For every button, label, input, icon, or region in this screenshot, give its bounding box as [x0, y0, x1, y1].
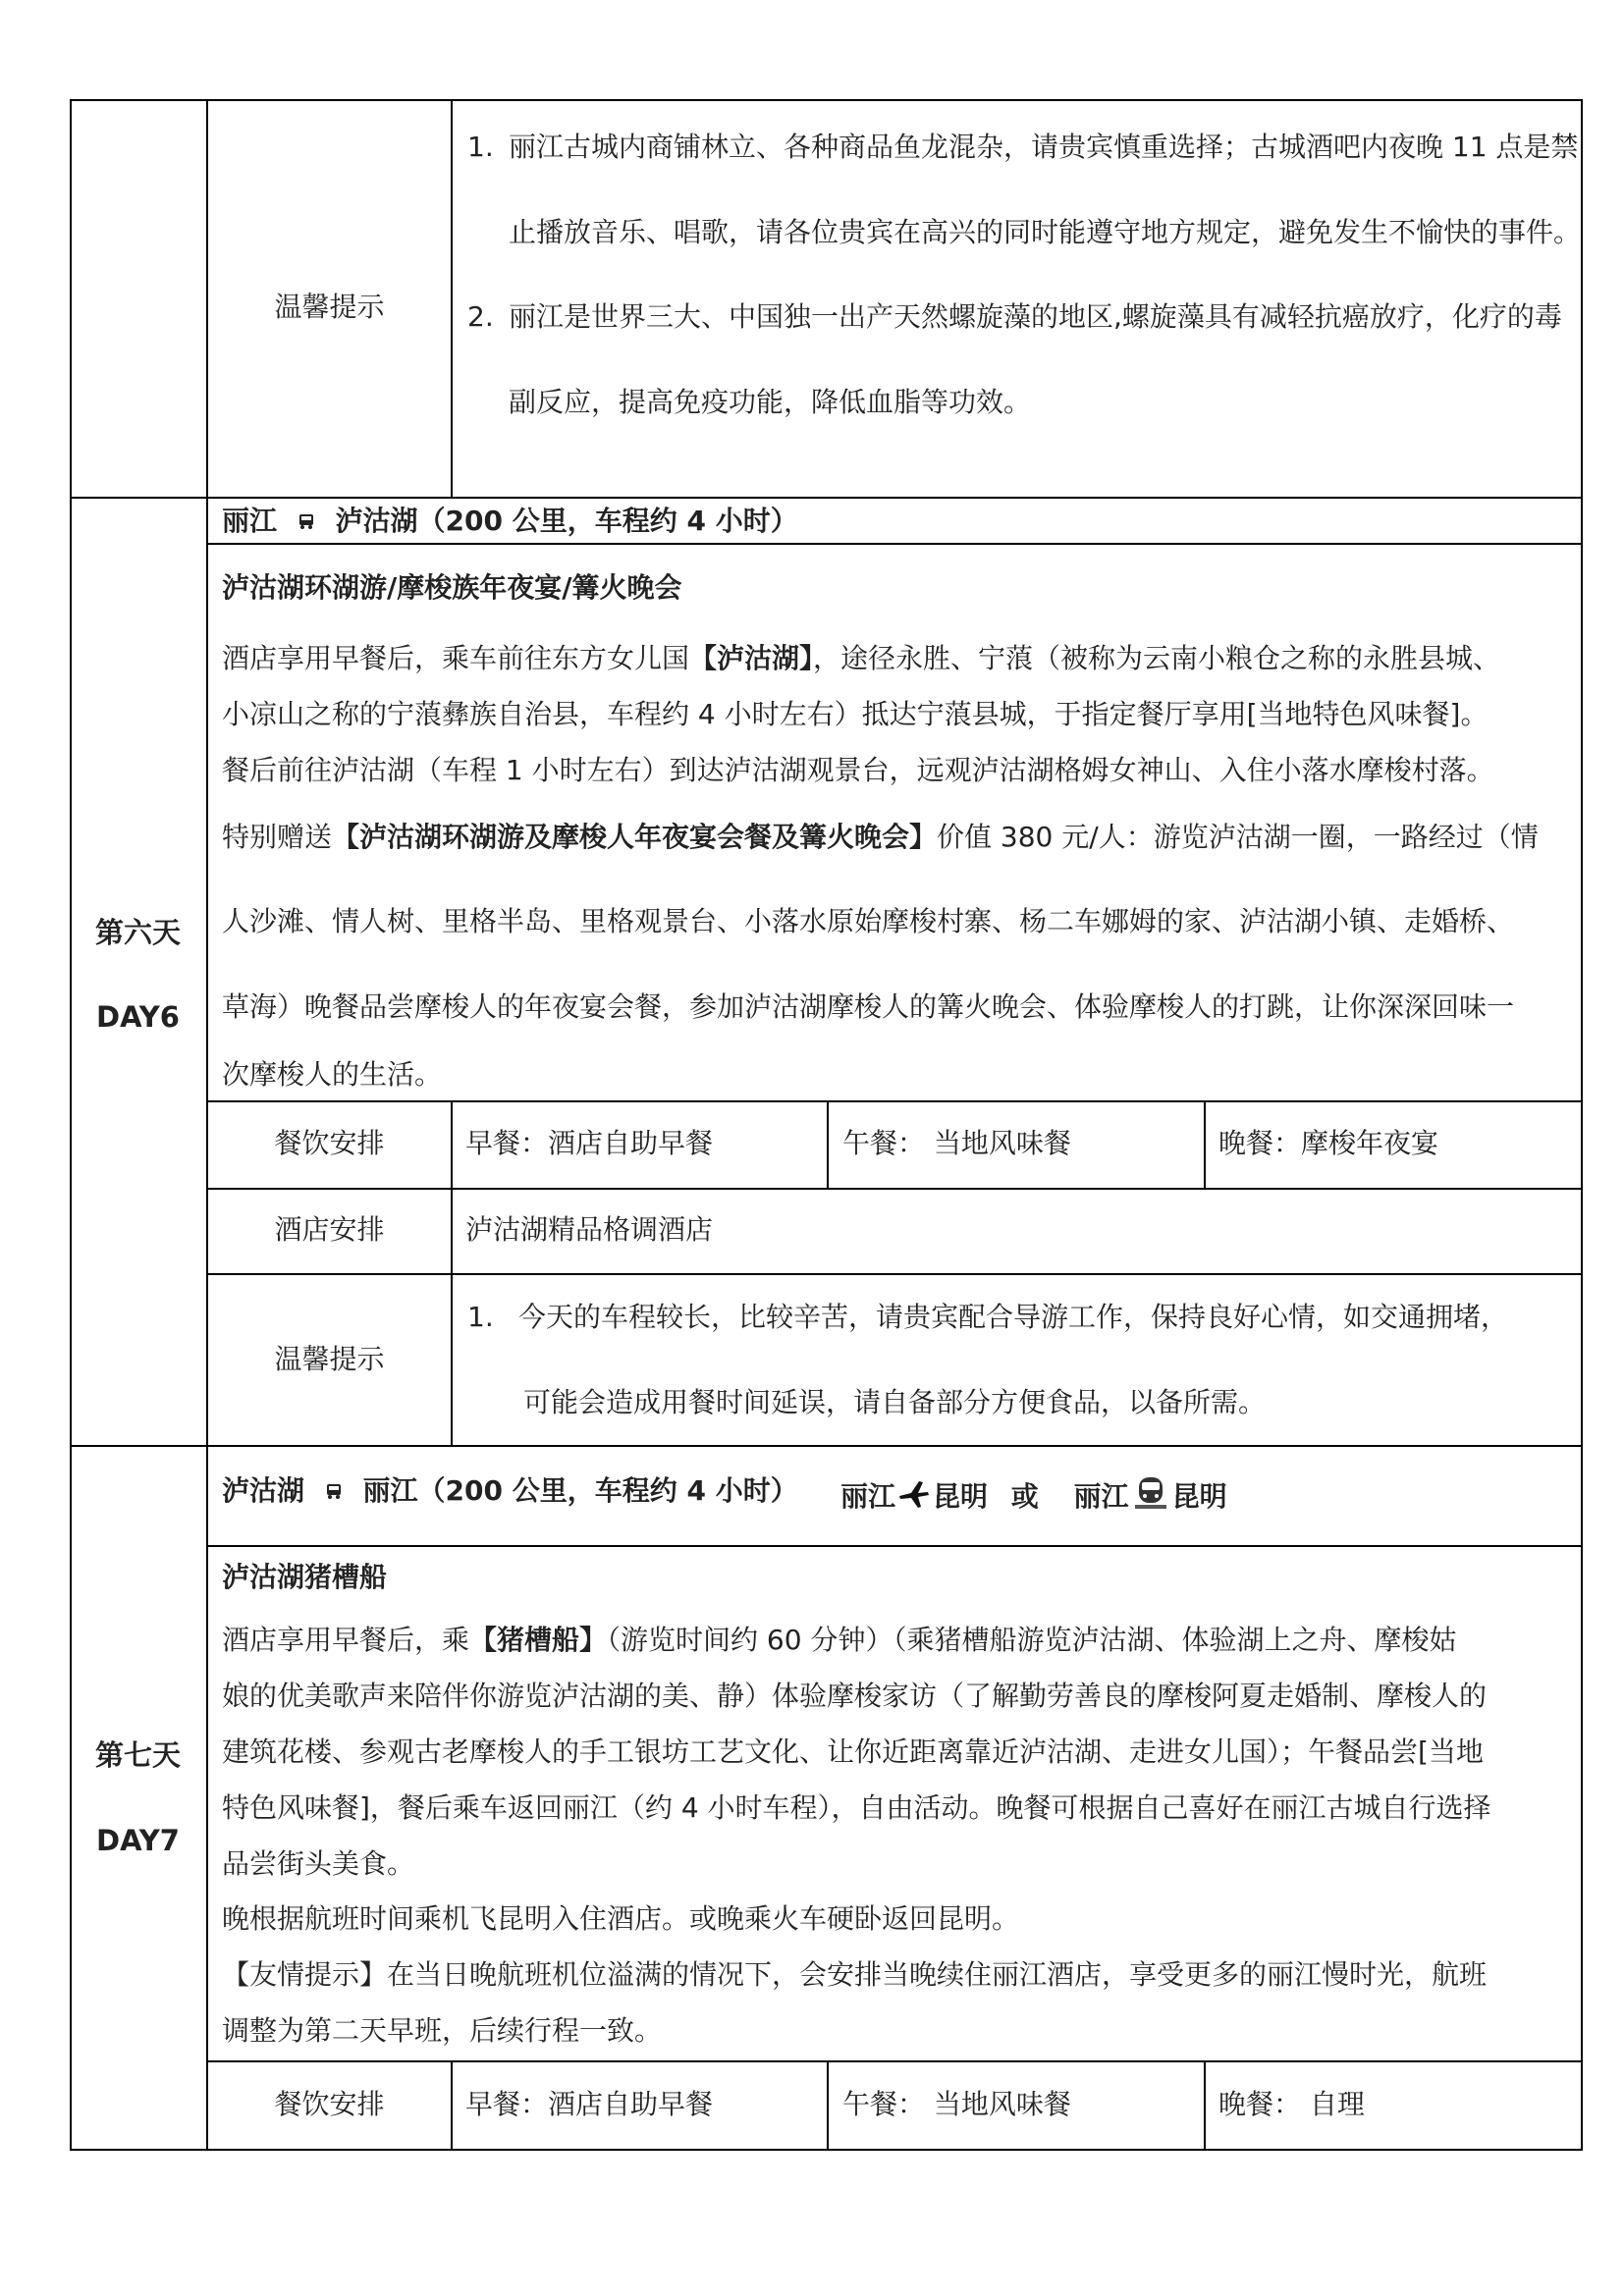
row-divider	[206, 2060, 1583, 2062]
day-route	[222, 1474, 798, 1509]
route-alt1-from: 丽江	[840, 1480, 896, 1513]
table-border-bottom	[70, 2149, 1583, 2151]
tips-label: 温馨提示	[274, 1343, 385, 1375]
paragraph-line: 小凉山之称的宁蒗彝族自治县，车程约 4 小时左右）抵达宁蒗县城，于指定餐厅享用[当地特色风味餐]。	[222, 698, 1489, 730]
meals-label: 餐饮安排	[274, 2088, 385, 2120]
meals-divider	[827, 2060, 829, 2150]
day-subtitle: 泸沽湖环湖游/摩梭族年夜宴/篝火晚会	[222, 571, 682, 604]
tips-label: 温馨提示	[274, 291, 385, 323]
paragraph-line: 调整为第二天早班，后续行程一致。	[222, 2014, 663, 2047]
paragraph-line: 人沙滩、情人树、里格半岛、里格观景台、小落水原始摩梭村寨、杨二车娜姆的家、泸沽湖小镇、走婚桥、	[222, 905, 1515, 937]
paragraph-line: 餐后前往泸沽湖（车程 1 小时左右）到达泸沽湖观景台，远观泸沽湖格姆女神山、入住小落水摩梭村落。	[222, 754, 1494, 786]
meals-divider	[827, 1100, 829, 1188]
row-divider	[206, 1188, 1583, 1190]
day-label-en: DAY6	[96, 1000, 180, 1034]
route-or: 或	[1010, 1480, 1039, 1513]
row-divider	[70, 497, 1583, 499]
dinner: 晚餐：摩梭年夜宴	[1218, 1127, 1439, 1159]
row-divider	[206, 1100, 1583, 1102]
route-to: 泸沽湖（200 公里，车程约 4 小时）	[335, 505, 798, 537]
day-label-en: DAY7	[96, 1824, 180, 1857]
row-divider	[206, 1545, 1583, 1547]
meals-label: 餐饮安排	[274, 1127, 385, 1159]
tip-text: 可能会造成用餐时间延误，请自备部分方便食品，以备所需。	[523, 1386, 1267, 1418]
route-alt	[840, 1474, 1227, 1522]
tip-number: 2.	[467, 300, 494, 333]
paragraph-line: 特色风味餐]，餐后乘车返回丽江（约 4 小时车程），自由活动。晚餐可根据自己喜好在丽江古城自行选择	[222, 1791, 1491, 1824]
route-to: 丽江（200 公里，车程约 4 小时）	[362, 1474, 798, 1507]
dinner: 晚餐： 自理	[1218, 2088, 1365, 2120]
table-border-top	[70, 99, 1583, 101]
row-divider	[206, 1273, 1583, 1275]
paragraph-line: 酒店享用早餐后，乘车前往东方女儿国【泸沽湖】，途径永胜、宁蒗（被称为云南小粮仓之称的永胜县城、	[222, 642, 1501, 674]
breakfast: 早餐：酒店自助早餐	[465, 1127, 714, 1159]
route-from: 泸沽湖	[222, 1474, 305, 1507]
route-alt2-to: 昆明	[1171, 1480, 1227, 1513]
lunch: 午餐： 当地风味餐	[842, 1127, 1071, 1159]
paragraph-line: 草海）晚餐品尝摩梭人的年夜宴会餐，参加泸沽湖摩梭人的篝火晚会、体验摩梭人的打跳，让你深深回味一	[222, 990, 1515, 1023]
day-route	[222, 505, 798, 539]
route-from: 丽江	[222, 505, 278, 537]
meals-divider	[1204, 2060, 1206, 2150]
bus-icon	[297, 506, 316, 539]
paragraph-line: 酒店享用早餐后，乘【猪槽船】（游览时间约 60 分钟）（乘猪槽船游览泸沽湖、体验湖上之舟、摩梭姑	[222, 1624, 1457, 1656]
day-label-cn: 第六天	[94, 916, 181, 949]
paragraph-line: 晚根据航班时间乘机飞昆明入住酒店。或晚乘火车硬卧返回昆明。	[222, 1902, 1020, 1935]
meals-divider	[1204, 1100, 1206, 1188]
paragraph-line: 特别赠送【泸沽湖环湖游及摩梭人年夜宴会餐及篝火晚会】价值 380 元/人：游览泸沽湖一圈，一路经过（情	[222, 821, 1539, 853]
row-divider	[206, 543, 1583, 545]
paragraph-line: 【友情提示】在当日晚航班机位溢满的情况下，会安排当晚续住丽江酒店，享受更多的丽江慢时光，航班	[222, 1958, 1488, 1991]
tip-text: 今天的车程较长，比较辛苦，请贵宾配合导游工作，保持良好心情，如交通拥堵，	[518, 1301, 1509, 1333]
tip-text: 止播放音乐、唱歌，请各位贵宾在高兴的同时能遵守地方规定，避免发生不愉快的事件。	[509, 216, 1582, 248]
paragraph-line: 娘的优美歌声来陪伴你游览泸沽湖的美、静）体验摩梭家访（了解勤劳善良的摩梭阿夏走婚制、摩梭人的	[222, 1680, 1488, 1712]
day-subtitle: 泸沽湖猪槽船	[222, 1561, 388, 1593]
paragraph-line: 建筑花楼、参观古老摩梭人的手工银坊工艺文化、让你近距离靠近泸沽湖、走进女儿国）；午餐品尝[当地	[222, 1735, 1484, 1768]
tip-number: 1.	[467, 131, 494, 163]
route-alt1-to: 昆明	[933, 1480, 989, 1513]
tip-text: 副反应，提高免疫功能，降低血脂等功效。	[509, 386, 1032, 418]
day-label-cn: 第七天	[94, 1738, 181, 1772]
hotel: 泸沽湖精品格调酒店	[465, 1213, 714, 1246]
label-column-divider	[451, 2060, 453, 2150]
table-border-right	[1581, 100, 1583, 2150]
hotel-label: 酒店安排	[274, 1213, 385, 1246]
bus-icon	[324, 1475, 344, 1509]
paragraph-line: 次摩梭人的生活。	[222, 1058, 443, 1091]
airplane-icon	[897, 1479, 931, 1517]
tip-number: 1.	[467, 1301, 494, 1333]
row-divider	[70, 1445, 1583, 1447]
route-alt2-from: 丽江	[1073, 1480, 1129, 1513]
day-column-divider	[206, 100, 208, 2150]
tip-text: 丽江古城内商铺林立、各种商品鱼龙混杂，请贵宾慎重选择；古城酒吧内夜晚 11 点是禁	[509, 131, 1579, 163]
breakfast: 早餐：酒店自助早餐	[465, 2088, 714, 2120]
train-icon	[1131, 1474, 1170, 1522]
paragraph-line: 品尝街头美食。	[222, 1847, 415, 1880]
label-column-divider	[451, 100, 453, 497]
tip-text: 丽江是世界三大、中国独一出产天然螺旋藻的地区,螺旋藻具有减轻抗癌放疗，化疗的毒	[509, 300, 1562, 333]
lunch: 午餐： 当地风味餐	[842, 2088, 1071, 2120]
